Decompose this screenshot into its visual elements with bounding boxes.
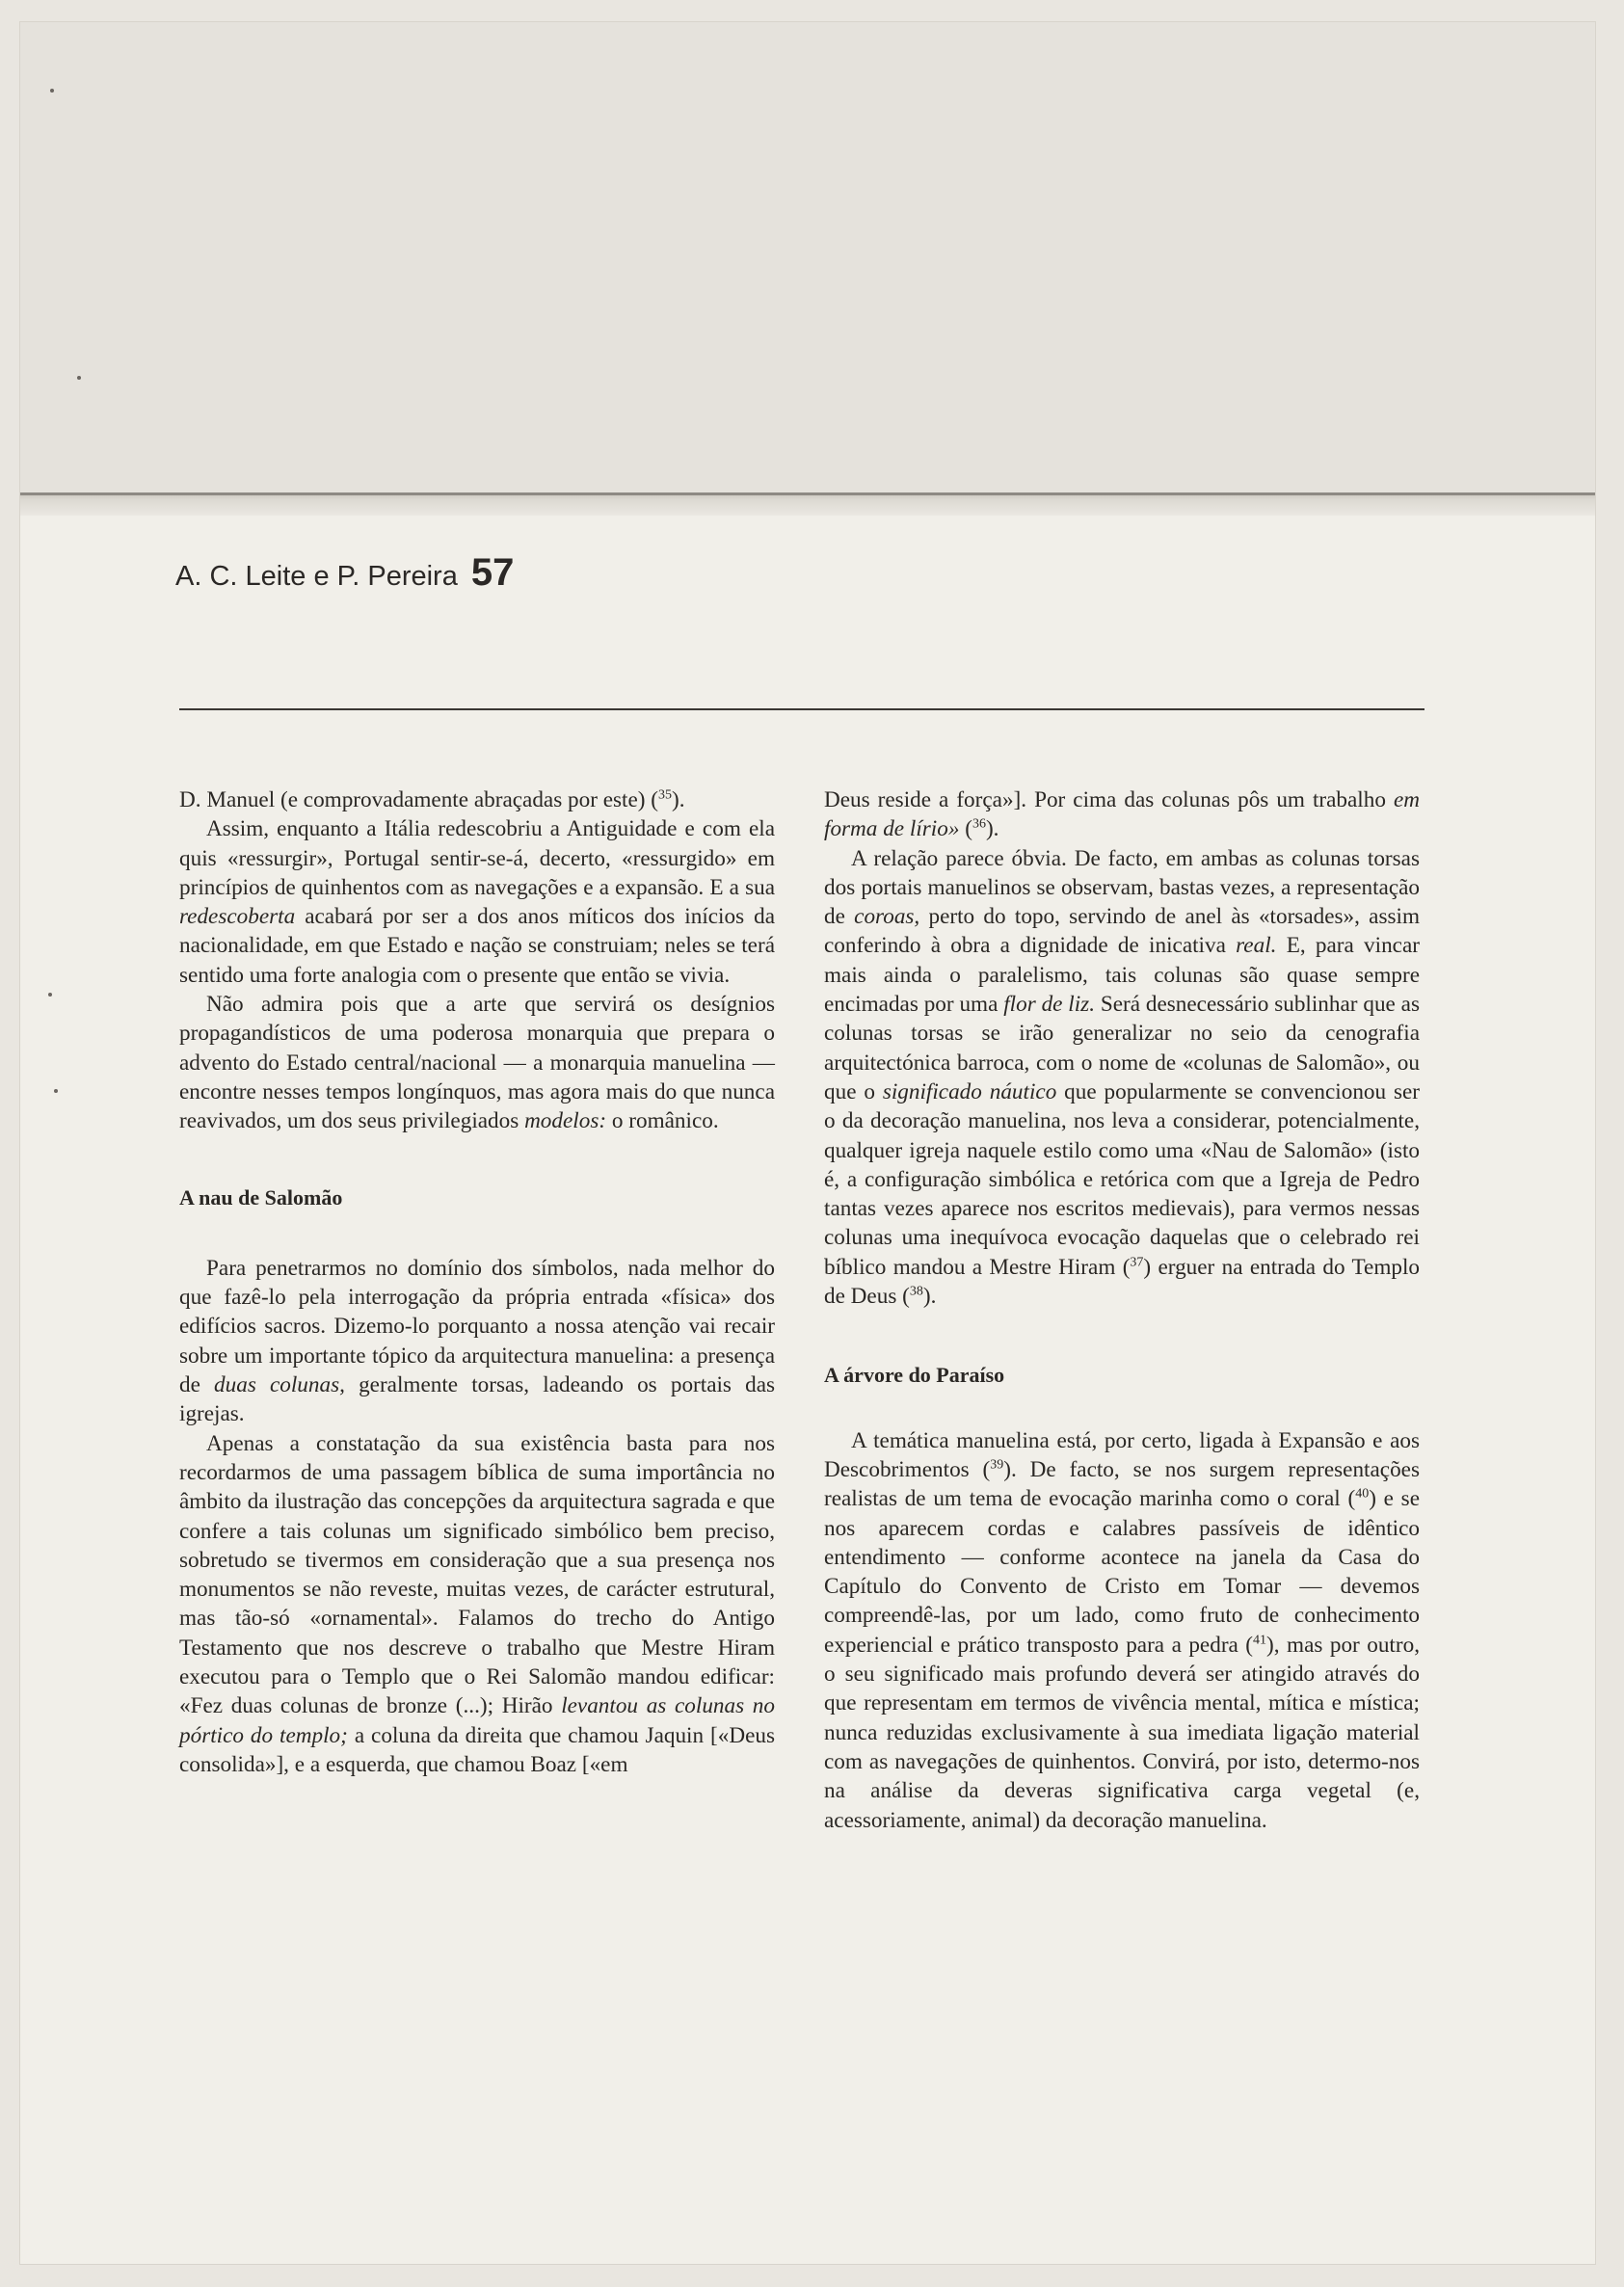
paragraph: D. Manuel (e comprovadamente abraçadas por este) ($^{35}$).: [179, 787, 685, 812]
paragraph: A temática manuelina está, por certo, ligada à Expansão e aos Descobrimentos ($^{39}$). De facto, se nos surgem representações realistas de um tema de evocação marinha como o coral ($^{40}$) e se nos aparecem cordas e calabres passíveis de idêntico entendimento — conforme acontece na janela da Casa do Capítulo do Convento de Cristo em Tomar — devemos compreendê-las, por um lado, como fruto de conhecimento experiencial e prático transposto para a pedra ($^{41}$), mas por outro, o seu significado mais profundo deverá ser atingido através do que representam em termos de vivência mental, mítica e mística; nunca reduzidas exclusivamente à sua imediata ligação material com as navegações de quinhentos. Convirá, por isto, determo-nos na análise da deveras significativa carga vegetal (e, acessoriamente, animal) da decoração manuelina.: [824, 1427, 1420, 1833]
paragraph: Assim, enquanto a Itália redescobriu a Antiguidade e com ela quis «ressurgir», Portugal sentir-se-á, decerto, «ressurgido» em princípios de quinhentos com as navegações e a expansão. E a sua redescoberta acabará por ser a dos anos míticos dos inícios da nacionalidade, em que Estado e nação se construiam; neles se terá sentido uma forte analogia com o presente que então se vivia.: [179, 816, 775, 988]
paper-speck: [77, 376, 81, 380]
left-column: [179, 785, 775, 1779]
paper-speck: [50, 89, 54, 93]
folded-flap: [20, 22, 1595, 494]
paragraph: Não admira pois que a arte que servirá os desígnios propagandísticos de uma poderosa monarquia que prepara o advento do Estado central/nacional — a monarquia manuelina — encontre nesses tempos longínquos, mas agora mais do que nunca reavivados, um dos seus privilegiados modelos: o românico.: [179, 992, 775, 1134]
right-column: [824, 785, 1420, 1835]
section-heading: A nau de Salomão: [179, 1184, 343, 1210]
authors: A. C. Leite e P. Pereira: [175, 561, 458, 592]
paragraph: A relação parece óbvia. De facto, em ambas as colunas torsas dos portais manuelinos se observam, bastas vezes, a representação de coroas, perto do topo, servindo de anel às «torsades», assim conferindo à obra a dignidade de inicativa real. E, para vincar mais ainda o paralelismo, tais colunas são quase sempre encimadas por uma flor de liz. Será desnecessário sublinhar que as colunas torsas se irão generalizar no seio da cenografia arquitectónica barroca, com o nome de «colunas de Salomão», ou que o significado náutico que popularmente se convencionou ser o da decoração manuelina, nos leva a considerar, potencialmente, qualquer igreja naquele estilo como uma «Nau de Salomão» (isto é, a configuração simbólica e retórica com que a Igreja de Pedro tantas vezes aparece nos escritos medievais), para vermos nessas colunas uma inequívoca evocação daquelas que o celebrado rei bíblico mandou a Mestre Hiram ($^{37}$) erguer na entrada do Templo de Deus ($^{38}$).: [824, 845, 1421, 1310]
paragraph: Deus reside a força»]. Por cima das colunas pôs um trabalho em forma de lírio» ($^{36}$).: [824, 787, 1420, 842]
running-header: [175, 551, 514, 595]
header-rule: [179, 708, 1424, 710]
fold-shadow: [20, 492, 1595, 516]
paper-speck: [54, 1089, 58, 1093]
paragraph: Para penetrarmos no domínio dos símbolos, nada melhor do que fazê-lo pela interrogação da própria entrada «física» dos edifícios sacros. Dizemo-lo porquanto a nossa atenção vai recair sobre um importante tópico da arquitectura manuelina: a presença de duas colunas, geralmente torsas, ladeando os portais das igrejas.: [179, 1255, 776, 1427]
fold-edge: [20, 492, 1595, 495]
paper-speck: [48, 993, 52, 997]
paragraph: Apenas a constatação da sua existência basta para nos recordarmos de uma passagem bíblica de suma importância no âmbito da ilustração das concepções da arquitectura sagrada e que confere a tais colunas um significado simbólico bem preciso, sobretudo se tivermos em consideração que a sua presença nos monumentos se não reveste, muitas vezes, de carácter estrutural, mas tão-só «ornamental». Falamos do trecho do Antigo Testamento que nos descreve o trabalho que Mestre Hiram executou para o Templo que o Rei Salomão mandou edificar: «Fez duas colunas de bronze (...); Hirão levantou as colunas no pórtico do templo; a coluna da direita que chamou Jaquin [«Deus consolida»], e a esquerda, que chamou Boaz [«em: [179, 1430, 776, 1777]
section-heading: A árvore do Paraíso: [824, 1363, 1005, 1388]
page-number: 57: [470, 551, 515, 594]
